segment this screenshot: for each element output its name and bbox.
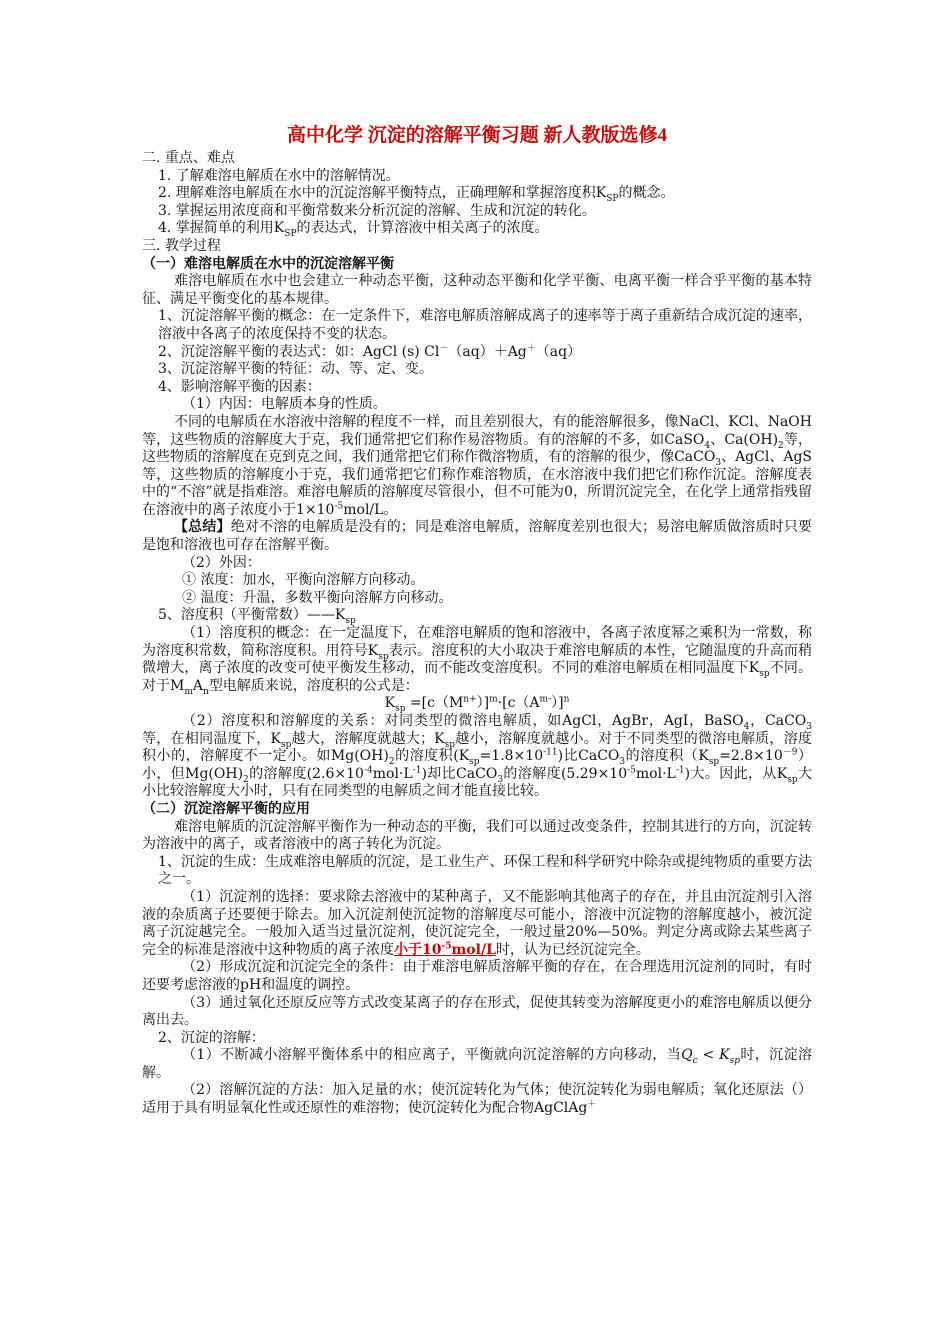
summary-tag: 【总结】 (174, 519, 231, 536)
paragraph-dissolution-condition: （1）不断减小溶解平衡体系中的相应离子，平衡就向沉淀溶解的方向移动，当$Q_c < K_{sp}$时，沉淀溶解。 (142, 1047, 812, 1081)
paragraph-redox: （3）通过氧化还原反应等方式改变某离子的存在形式，促使其转变为溶解度更小的难溶电解质以便分离出去。 (142, 994, 812, 1029)
paragraph-application-intro: 难溶电解质的沉淀溶解平衡作为一种动态的平衡，我们可以通过改变条件，控制其进行的方向，沉淀转为溶液中的离子，或者溶液中的离子转化为沉淀。 (142, 818, 812, 853)
paragraph-solubility-classes: 不同的电解质在水溶液中溶解的程度不一样，而且差别很大，有的能溶解很多，像NaCl、KCl、NaOH等，这些物质的溶解度大于克，我们通常把它们称作易溶物质。有的溶解的不多，如CaSO$_4$、$Ca(OH)_2$等，这些物质的溶解度在克到克之间，我们通常把它们称作微溶物质，有的溶解的很少，像CaCO$_3$、AgCl、AgS等，这些物质的溶解度小于克，我们通常把它们称作难溶物质，在水溶液中我们把它们称作沉淀。溶解度表中的“不溶”就是指难溶。难溶电解质的溶解度尽管很小，但不可能为0，所谓沉淀完全，在化学上通常指残留在溶液中的离子浓度小于$1\times 10^{-5}mol/L$。 (142, 413, 813, 518)
paragraph-external-cause: （2）外因： (182, 554, 261, 571)
key-point-1: 1. 了解难溶电解质在水中的溶解情况。 (158, 167, 400, 184)
section-heading-teaching-process: 三. 教学过程 (142, 237, 221, 254)
key-point-2: 2. 理解难溶电解质在水中的沉淀溶解平衡特点，正确理解和掌握溶度积$K_{SP}$的概念。 (158, 185, 675, 204)
paragraph-temperature: ② 温度：升温，多数平衡向溶解方向移动。 (182, 589, 453, 606)
paragraph-ksp-heading: 5、溶度积（平衡常数）$——K_{sp}$ (158, 607, 356, 627)
section-heading-key-points: 二. 重点、难点 (142, 150, 235, 166)
paragraph-precipitate-formation: 1、沉淀的生成：生成难溶电解质的沉淀，是工业生产、环保工程和科学研究中除杂或提纯物质的重要方法之一。 (158, 853, 812, 888)
paragraph-summary: 【总结】绝对不溶的电解质是没有的；同是难溶电解质，溶解度差别也很大；易溶电解质做溶质时只要是饱和溶液也可存在溶解平衡。 (142, 519, 813, 554)
key-point-4: 4. 掌握简单的利用$K_{SP}$的表达式，计算溶液中相关离子的浓度。 (158, 220, 549, 240)
paragraph-ksp-concept: （1）溶度积的概念：在一定温度下，在难溶电解质的饱和溶液中，各离子浓度幂之乘积为一常数，称为溶度积常数，简称溶度积。用符号$K_{sp}$表示。溶度积的大小取决于难溶电解质的本性，它随温度的升高而稍微增大，离子浓度的改变可使平衡发生移动，而不能改变溶度积。不同的难溶电解质在相同温度下$K_{sp}$不同。对于$M_mA_n$型电解质来说，溶度积的公式是： (142, 625, 812, 697)
key-point-3: 3. 掌握运用浓度商和平衡常数来分析沉淀的溶解、生成和沉淀的转化。 (158, 202, 596, 219)
paragraph-concept: 1、沉淀溶解平衡的概念：在一定条件下，难溶电解质溶解成离子的速率等于离子重新结合成沉淀的速率，溶液中各离子的浓度保持不变的状态。 (158, 308, 812, 342)
part2-heading: （二）沉淀溶解平衡的应用 (142, 800, 310, 817)
paragraph-dissolution: 2、沉淀的溶解： (158, 1029, 265, 1046)
paragraph-complete-precipitation: （2）形成沉淀和沉淀完全的条件：由于难溶电解质溶解平衡的存在，在合理选用沉淀剂的同时，有时还要考虑溶液的pH和温度的调控。 (142, 959, 812, 993)
document-title: 高中化学 沉淀的溶解平衡习题 新人教版选修4 (286, 125, 667, 146)
paragraph-dynamic-equilibrium: 难溶电解质在水中也会建立一种动态平衡，这种动态平衡和化学平衡、电离平衡一样合乎平衡的基本特征、满足平衡变化的基本规律。 (142, 273, 812, 307)
paragraph-internal-cause: （1）内因：电解质本身的性质。 (182, 396, 387, 413)
paragraph-ksp-solubility-relation: （2）溶度积和溶解度的关系：对同类型的微溶电解质，如AgCl，AgBr，AgI，BaSO$_4$，CaCO$_3$等，在相同温度下，$K_{sp}$越大，溶解度就越大；$K_{sp}$越小，溶解度就越小。对于不同类型的微溶电解质，溶度积小的，溶解度不一定小。如$Mg(OH)_2$的溶度积$(K_{sp}=1.8\times 10^{-11})$比CaCO$_3$的溶度积$(K_{sp}=2.8\times 10^{-9})$小，但$Mg(OH)_2$的溶解度$(2.6\times 10^{-4}mol\cdot L^{-1})$却比CaCO$_3$的溶解度$(5.29\times 10^{-5}mol\cdot L^{-1})$大。因此，从$K_{sp}$大小比较溶解度大小时，只有在同类型的电解质之间才能直接比较。 (142, 713, 813, 800)
paragraph-features: 3、沉淀溶解平衡的特征：动、等、定、变。 (158, 361, 433, 378)
ksp-formula: $K_{sp} =[c(M^{n+})]^m\cdot[c(A^{m-})]^n$ (384, 694, 570, 715)
paragraph-factors: 4、影响溶解平衡的因素： (158, 378, 321, 395)
paragraph-concentration: ① 浓度：加水，平衡向溶解方向移动。 (182, 572, 425, 589)
paragraph-expression: 2、沉淀溶解平衡的表达式：如：AgCl (s) Cl－（aq）＋Ag＋（aq） (158, 342, 582, 360)
paragraph-precipitant-selection: （1）沉淀剂的选择：要求除去溶液中的某种离子，又不能影响其他离子的存在，并且由沉淀剂引入溶液的杂质离子还要便于除去。加入沉淀剂使沉淀物的溶解度尽可能小，溶液中沉淀物的溶解度越小，被沉淀离子沉淀越完全。一般加入适当过量沉淀剂，使沉淀完全，一般过量20%—50%。判定分离或除去某些离子完全的标准是溶液中这种物质的离子浓度小于$10^{-5}mol/L$时，认为已经沉淀完全。 (142, 888, 812, 958)
paragraph-dissolution-methods: （2）溶解沉淀的方法：加入足量的水；使沉淀转化为气体；使沉淀转化为弱电解质；氧化还原法（）适用于具有明显氧化性或还原性的难溶物；使沉淀转化为配合物AgClAg＋ (142, 1082, 812, 1117)
document-page (142, 124, 812, 1118)
red-highlight-threshold: 小于$10^{-5}mol/L$ (394, 941, 496, 958)
part1-heading: （一）难溶电解质在水中的沉淀溶解平衡 (142, 255, 394, 272)
